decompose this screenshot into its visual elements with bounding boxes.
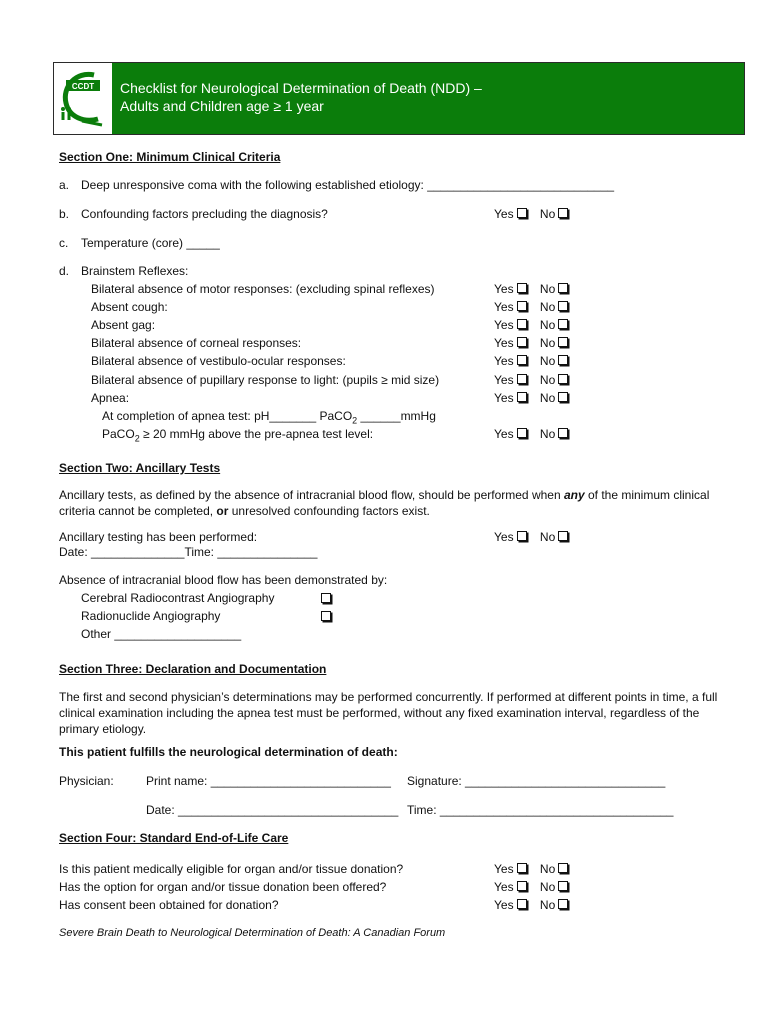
yes-no-row: Yes No — [494, 207, 568, 221]
yes-no-row: Yes No — [494, 530, 568, 544]
no-checkbox[interactable] — [558, 301, 568, 311]
section-four-title: Section Four: Standard End-of-Life Care — [59, 831, 289, 845]
yes-no-row: Yes No — [494, 354, 568, 368]
yes-checkbox[interactable] — [517, 208, 527, 218]
method-radiocontrast: Cerebral Radiocontrast Angiography — [81, 591, 275, 605]
item-b-letter: b. — [59, 207, 70, 221]
reflex-cough: Absent cough: — [91, 300, 168, 314]
no-checkbox[interactable] — [558, 208, 568, 218]
yes-checkbox[interactable] — [517, 881, 527, 891]
method-radionuclide: Radionuclide Angiography — [81, 609, 221, 623]
yes-checkbox[interactable] — [517, 899, 527, 909]
form-header — [53, 62, 745, 135]
date-field[interactable]: Date: _________________________________ — [146, 803, 399, 817]
yes-checkbox[interactable] — [517, 301, 527, 311]
question-eligible: Is this patient medically eligible for organ and/or tissue donation? — [59, 862, 404, 876]
question-consent: Has consent been obtained for donation? — [59, 898, 279, 912]
no-checkbox[interactable] — [558, 337, 568, 347]
yes-checkbox[interactable] — [517, 392, 527, 402]
yes-checkbox[interactable] — [517, 337, 527, 347]
no-checkbox[interactable] — [558, 374, 568, 384]
yes-checkbox[interactable] — [517, 428, 527, 438]
yes-no-row: Yes No — [494, 373, 568, 387]
fulfills-statement: This patient fulfills the neurological determination of death: — [59, 745, 398, 759]
item-a-text[interactable]: Deep unresponsive coma with the following established etiology: ____________________________ — [81, 178, 615, 192]
item-c-text[interactable]: Temperature (core) _____ — [81, 236, 220, 250]
yes-checkbox[interactable] — [517, 319, 527, 329]
yes-no-row: Yes No — [494, 391, 568, 405]
ancillary-performed-label: Ancillary testing has been performed: — [59, 530, 258, 544]
signature-field[interactable]: Signature: ______________________________ — [407, 774, 666, 788]
yes-no-row: Yes No — [494, 318, 568, 332]
radionuclide-checkbox[interactable] — [321, 611, 331, 621]
yes-no-row: Yes No — [494, 282, 568, 296]
yes-checkbox[interactable] — [517, 531, 527, 541]
physician-label: Physician: — [59, 774, 114, 788]
print-name-field[interactable]: Print name: ___________________________ — [146, 774, 391, 788]
no-checkbox[interactable] — [558, 899, 568, 909]
no-checkbox[interactable] — [558, 863, 568, 873]
reflex-apnea: Apnea: — [91, 391, 130, 405]
no-checkbox[interactable] — [558, 283, 568, 293]
apnea-completion-values[interactable]: At completion of apnea test: pH_______ PaCO$_2$ ______mmHg — [102, 409, 436, 426]
ccdt-logo — [54, 63, 113, 134]
no-checkbox[interactable] — [558, 881, 568, 891]
item-c-letter: c. — [59, 236, 69, 250]
item-d-text: Brainstem Reflexes: — [81, 264, 189, 278]
section-three-title: Section Three: Declaration and Documentation — [59, 662, 327, 676]
footer-citation: Severe Brain Death to Neurological Determination of Death: A Canadian Forum — [59, 927, 446, 939]
item-d-letter: d. — [59, 264, 70, 278]
yes-no-row: Yes No — [494, 300, 568, 314]
time-field[interactable]: Time: ___________________________________ — [407, 803, 674, 817]
radiocontrast-checkbox[interactable] — [321, 593, 331, 603]
yes-checkbox[interactable] — [517, 355, 527, 365]
yes-checkbox[interactable] — [517, 283, 527, 293]
no-checkbox[interactable] — [558, 392, 568, 402]
yes-checkbox[interactable] — [517, 863, 527, 873]
yes-no-row: Yes No — [494, 862, 568, 876]
section-one-title: Section One: Minimum Clinical Criteria — [59, 150, 281, 164]
question-offered: Has the option for organ and/or tissue donation been offered? — [59, 880, 387, 894]
form-title-line1: Checklist for Neurological Determination of Death (NDD) – — [120, 80, 482, 96]
yes-no-row: Yes No — [494, 427, 568, 441]
logo-text: CCDT — [71, 82, 95, 91]
yes-no-row: Yes No — [494, 880, 568, 894]
apnea-paco2-criterion: PaCO$_2$ ≥ 20 mmHg above the pre-apnea test level: — [102, 427, 374, 444]
yes-no-row: Yes No — [494, 898, 568, 912]
absence-flow-label: Absence of intracranial blood flow has been demonstrated by: — [59, 573, 388, 587]
ancillary-description: Ancillary tests, as defined by the absence of intracranial blood flow, should be performed when any of the minimum clinical criteria cannot be completed, or unresolved confounding factors exist. — [59, 488, 710, 518]
reflex-gag: Absent gag: — [91, 318, 156, 332]
reflex-vestibulo-ocular: Bilateral absence of vestibulo-ocular responses: — [91, 354, 346, 368]
no-checkbox[interactable] — [558, 531, 568, 541]
header-band — [112, 63, 744, 134]
no-checkbox[interactable] — [558, 319, 568, 329]
yes-no-row: Yes No — [494, 336, 568, 350]
form-title-line2: Adults and Children age ≥ 1 year — [120, 98, 324, 114]
item-a-letter: a. — [59, 178, 70, 192]
reflex-motor: Bilateral absence of motor responses: (excluding spinal reflexes) — [91, 282, 435, 296]
ancillary-date-time[interactable]: Date: ______________Time: _______________ — [59, 545, 318, 559]
ccdt-logo-icon — [54, 63, 112, 134]
declaration-description: The first and second physician’s determinations may be performed concurrently. If performed at different points in time, a full clinical examination including the apnea test must be performed, without any fixed examination interval, regardless of the primary etiology. — [59, 690, 718, 736]
section-two-title: Section Two: Ancillary Tests — [59, 461, 221, 475]
method-other[interactable]: Other ___________________ — [81, 627, 242, 641]
reflex-pupillary: Bilateral absence of pupillary response to light: (pupils ≥ mid size) — [91, 373, 440, 387]
yes-checkbox[interactable] — [517, 374, 527, 384]
reflex-corneal: Bilateral absence of corneal responses: — [91, 336, 302, 350]
item-b-text: Confounding factors precluding the diagnosis? — [81, 207, 328, 221]
no-checkbox[interactable] — [558, 428, 568, 438]
no-checkbox[interactable] — [558, 355, 568, 365]
